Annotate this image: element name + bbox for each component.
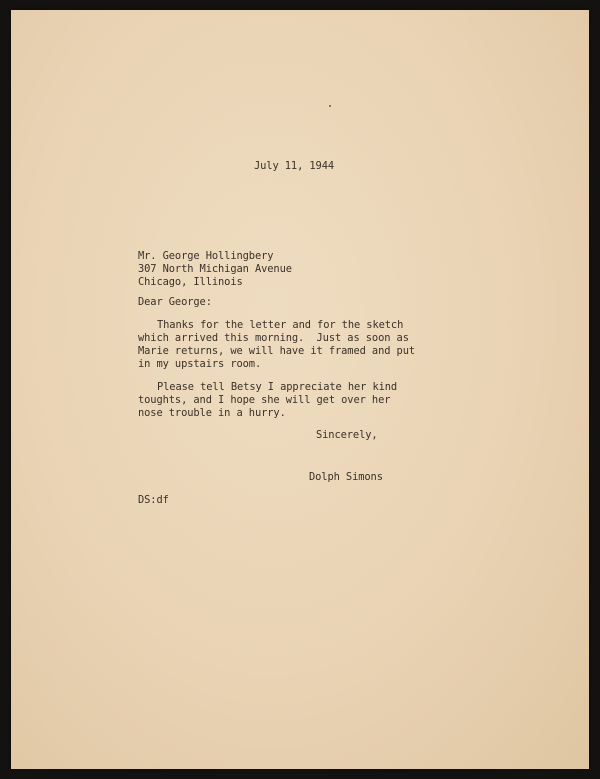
paper-speck	[329, 105, 331, 107]
recipient-city: Chicago, Illinois	[138, 276, 243, 288]
signer-name: Dolph Simons	[309, 471, 383, 483]
paragraph-1-line: in my upstairs room.	[138, 358, 262, 370]
reference-initials: DS:df	[138, 494, 169, 506]
recipient-street: 307 North Michigan Avenue	[138, 263, 292, 275]
recipient-name: Mr. George Hollingbery	[138, 250, 274, 262]
closing: Sincerely,	[316, 429, 378, 441]
salutation: Dear George:	[138, 296, 212, 308]
paragraph-1-line: Thanks for the letter and for the sketch	[157, 319, 404, 331]
letter-date: July 11, 1944	[254, 160, 335, 172]
paragraph-2-line: nose trouble in a hurry.	[138, 407, 286, 419]
letter-page	[11, 10, 589, 769]
paragraph-1-line: which arrived this morning. Just as soon as	[138, 332, 409, 344]
paragraph-2-line: Please tell Betsy I appreciate her kind	[157, 381, 398, 393]
paragraph-2-line: toughts, and I hope she will get over her	[138, 394, 391, 406]
paragraph-1-line: Marie returns, we will have it framed and put	[138, 345, 416, 357]
